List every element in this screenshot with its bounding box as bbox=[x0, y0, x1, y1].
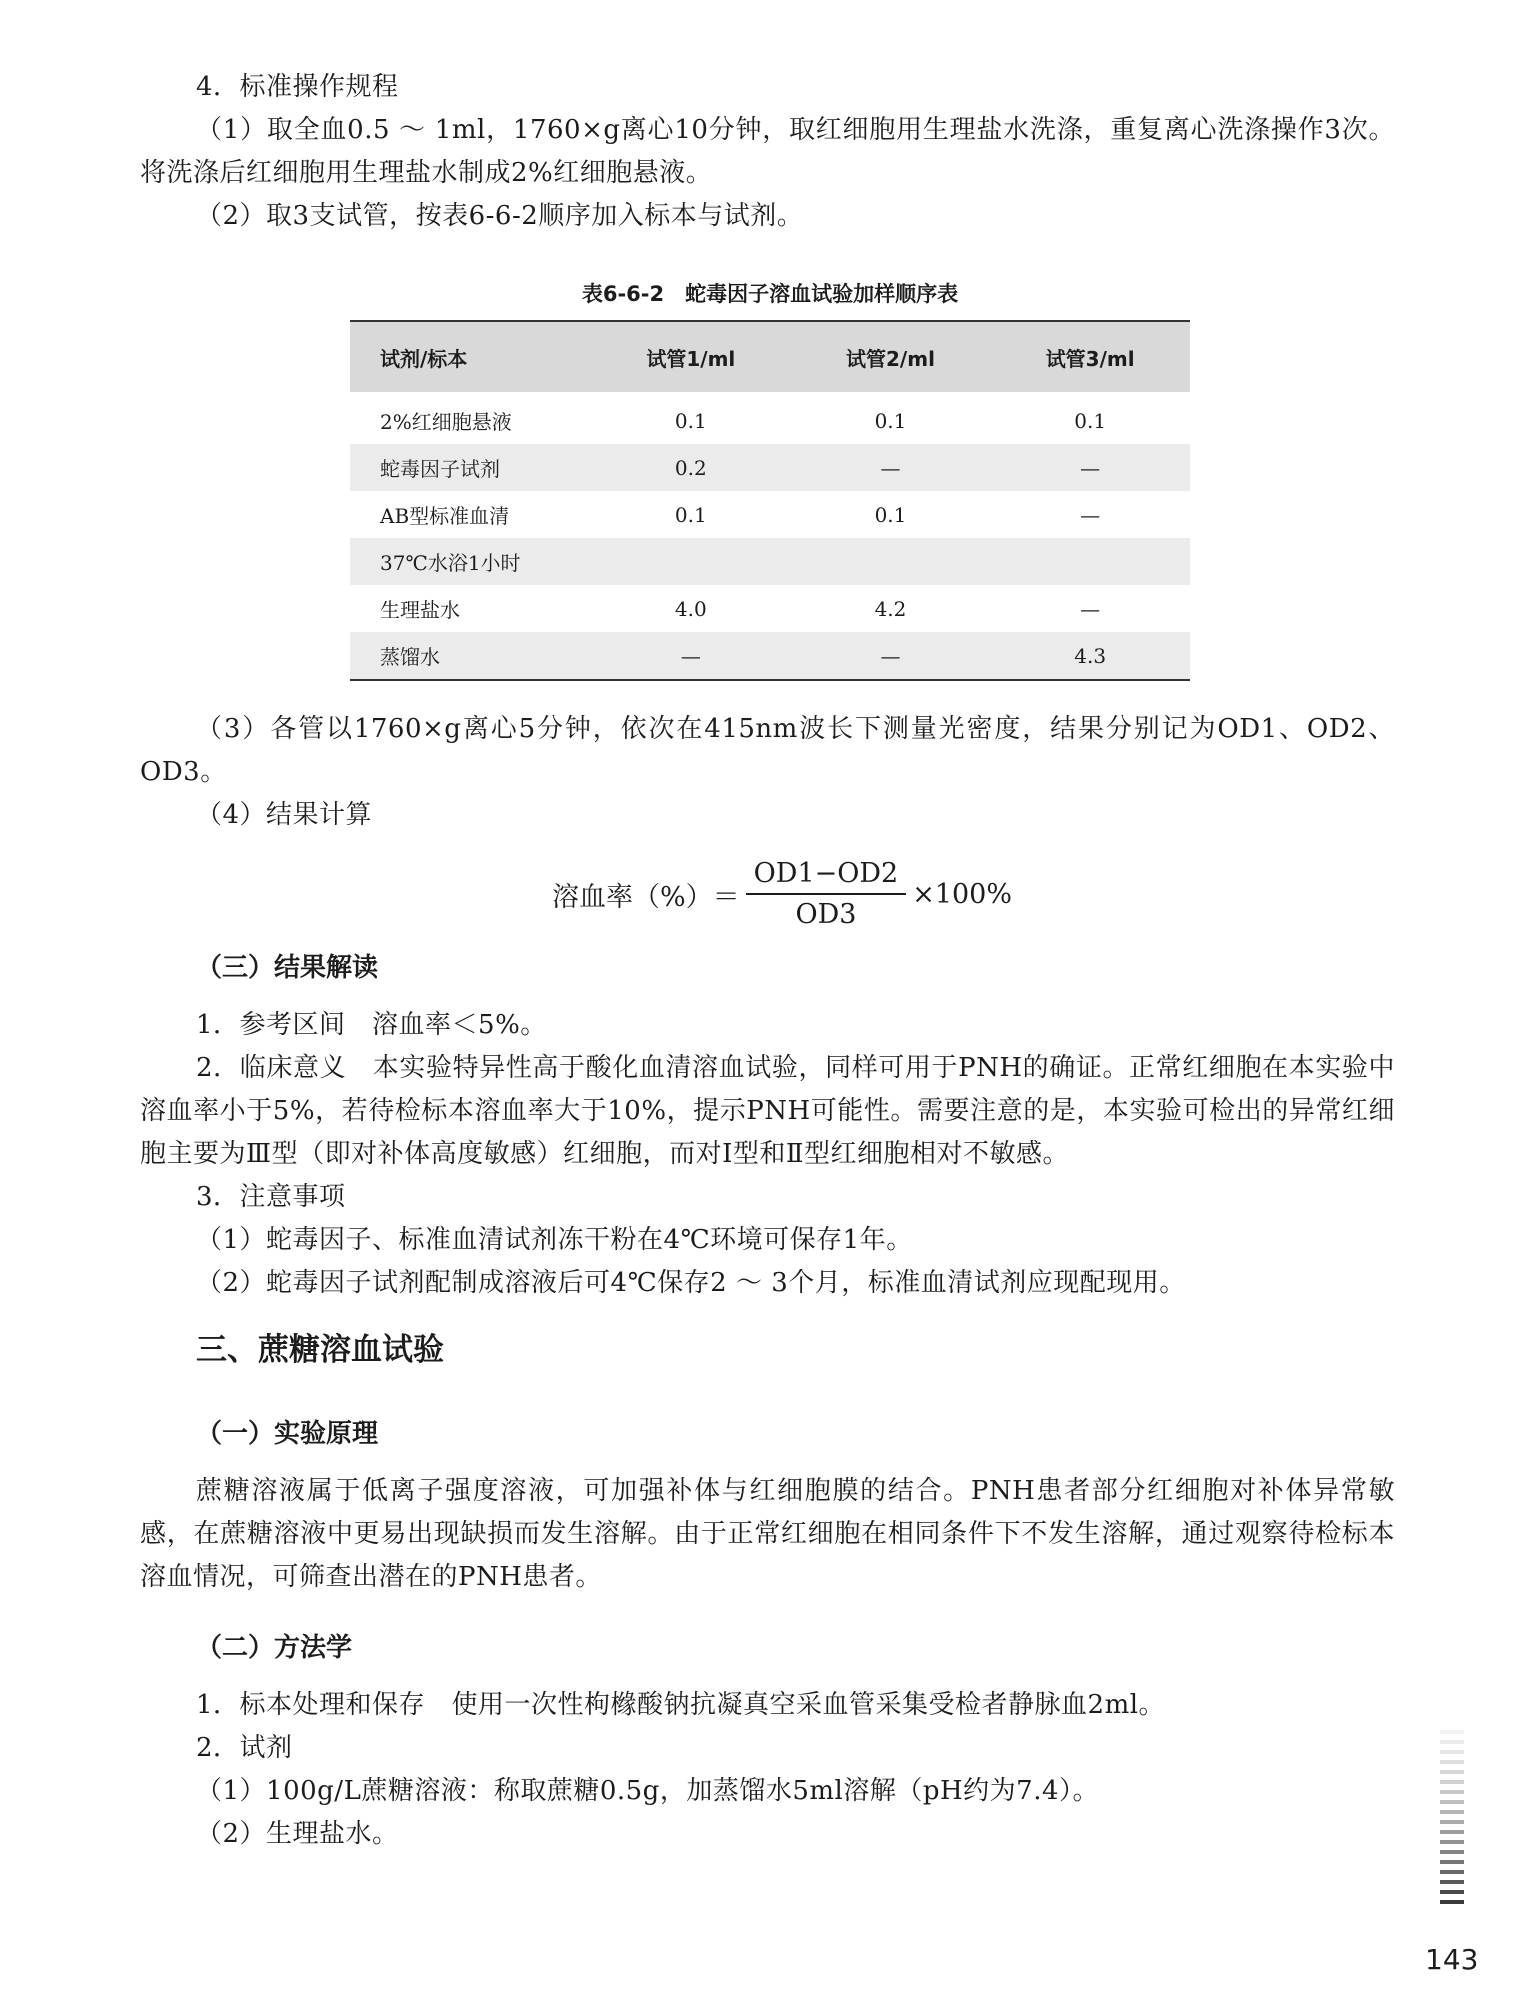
table-header-cell: 试管2/ml bbox=[791, 321, 991, 392]
table-cell: — bbox=[791, 444, 991, 491]
step-2-paragraph: （2）取3支试管，按表6-6-2顺序加入标本与试剂。 bbox=[196, 201, 804, 231]
precaution-1-paragraph: （1）蛇毒因子、标准血清试剂冻干粉在4℃环境可保存1年。 bbox=[196, 1225, 913, 1255]
table-cell: — bbox=[990, 444, 1190, 491]
table-cell: 蒸馏水 bbox=[350, 632, 591, 680]
table-cell: — bbox=[1080, 596, 1101, 621]
table-header-cell: 试管3/ml bbox=[990, 321, 1190, 392]
table-row bbox=[350, 444, 1190, 491]
table-cell: 0.1 bbox=[874, 408, 907, 433]
precaution-2-paragraph: （2）蛇毒因子试剂配制成溶液后可4℃保存2 ～ 3个月，标准血清试剂应现配现用。 bbox=[196, 1268, 1186, 1298]
table-cell: 0.1 bbox=[674, 502, 707, 527]
formula-fraction bbox=[746, 858, 907, 930]
table-cell: 4.0 bbox=[674, 596, 707, 621]
reagent-2-paragraph: （2）生理盐水。 bbox=[196, 1819, 399, 1849]
section-heading-result-interpretation: （三）结果解读 bbox=[196, 953, 379, 983]
table-cell: — bbox=[791, 632, 991, 680]
table-cell: 0.2 bbox=[591, 444, 791, 491]
table-title: 表6-6-2 蛇毒因子溶血试验加样顺序表 bbox=[581, 282, 959, 306]
table-cell bbox=[990, 538, 1190, 585]
formula-denominator: OD3 bbox=[795, 899, 857, 930]
formula-lhs: 溶血率（%）＝ bbox=[552, 881, 740, 913]
specimen-handling-paragraph: 1．标本处理和保存 使用一次性枸橼酸钠抗凝真空采血管采集受检者静脉血2ml。 bbox=[196, 1690, 1166, 1720]
table-cell: 蛇毒因子试剂 bbox=[350, 444, 591, 491]
step-4-heading: （4）结果计算 bbox=[196, 800, 373, 830]
section-heading-methodology: （二）方法学 bbox=[196, 1633, 353, 1663]
formula-rhs: ×100% bbox=[912, 878, 1013, 910]
precautions-heading: 3．注意事项 bbox=[196, 1182, 346, 1212]
table-cell: 0.1 bbox=[1074, 408, 1107, 433]
hemolysis-rate-formula bbox=[552, 852, 1012, 936]
step-1-paragraph: （1）取全血0.5 ～ 1ml，1760×g离心10分钟，取红细胞用生理盐水洗涤，重复离心洗涤操作3次。将洗涤后红细胞用生理盐水制成2%红细胞悬液。 bbox=[140, 115, 1395, 188]
table-header-row bbox=[350, 321, 1190, 392]
section-heading-principle: （一）实验原理 bbox=[196, 1419, 379, 1449]
formula-numerator: OD1−OD2 bbox=[746, 858, 907, 895]
table-cell bbox=[791, 538, 991, 585]
table-cell: 4.2 bbox=[874, 596, 907, 621]
section-heading-sucrose-test: 三、蔗糖溶血试验 bbox=[196, 1332, 444, 1368]
table-header-cell: 试剂/标本 bbox=[350, 321, 591, 392]
principle-paragraph: 蔗糖溶液属于低离子强度溶液，可加强补体与红细胞膜的结合。PNH患者部分红细胞对补体异常敏感，在蔗糖溶液中更易出现缺损而发生溶解。由于正常红细胞在相同条件下不发生溶解，通过观察待检标本溶血情况，可筛查出潜在的PNH患者。 bbox=[140, 1476, 1395, 1592]
procedure-heading: 4．标准操作规程 bbox=[196, 72, 399, 102]
reagents-heading: 2．试剂 bbox=[196, 1733, 293, 1763]
table-row bbox=[350, 538, 1190, 585]
clinical-significance-paragraph: 2．临床意义 本实验特异性高于酸化血清溶血试验，同样可用于PNH的确证。正常红细胞在本实验中溶血率小于5%，若待检标本溶血率大于10%，提示PNH可能性。需要注意的是，本实验可检出的异常红细胞主要为Ⅲ型（即对补体高度敏感）红细胞，而对Ⅰ型和Ⅱ型红细胞相对不敏感。 bbox=[140, 1053, 1395, 1169]
table-row bbox=[350, 392, 1190, 444]
table-cell bbox=[591, 538, 791, 585]
table-cell: AB型标准血清 bbox=[380, 504, 510, 528]
table-cell: 0.1 bbox=[874, 502, 907, 527]
table-row bbox=[350, 491, 1190, 538]
table-header-cell: 试管1/ml bbox=[591, 321, 791, 392]
sample-order-table bbox=[350, 320, 1190, 681]
table-cell: 37℃水浴1小时 bbox=[350, 538, 591, 585]
reference-interval-paragraph: 1．参考区间 溶血率＜5%。 bbox=[196, 1010, 547, 1040]
page-edge-tab-marks bbox=[1440, 1730, 1464, 1910]
table-cell: 0.1 bbox=[674, 408, 707, 433]
table-cell: 生理盐水 bbox=[380, 598, 460, 622]
page-number: 143 bbox=[1425, 1943, 1479, 1976]
step-3-paragraph: （3）各管以1760×g离心5分钟，依次在415nm波长下测量光密度，结果分别记为OD1、OD2、OD3。 bbox=[140, 714, 1395, 787]
reagent-1-paragraph: （1）100g/L蔗糖溶液：称取蔗糖0.5g，加蒸馏水5ml溶解（pH约为7.4）。 bbox=[196, 1776, 1100, 1806]
table-row bbox=[350, 585, 1190, 632]
table-cell: — bbox=[1080, 502, 1101, 527]
table-cell: 2%红细胞悬液 bbox=[380, 410, 512, 434]
table-cell: — bbox=[591, 632, 791, 680]
table-cell: 4.3 bbox=[990, 632, 1190, 680]
table-row bbox=[350, 632, 1190, 680]
